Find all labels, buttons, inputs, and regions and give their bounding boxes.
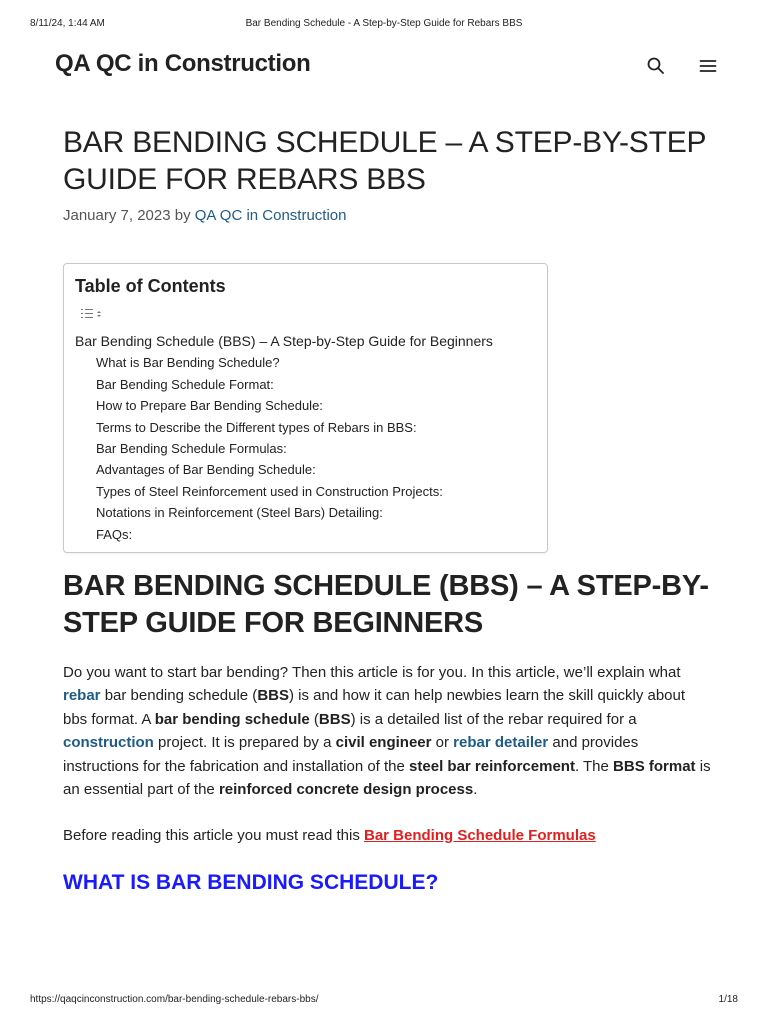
toc-toggle-button[interactable]	[80, 307, 106, 321]
text-run: Before reading this article you must read this	[63, 827, 364, 844]
list-toggle-icon	[80, 307, 106, 321]
text-run: is an essential part of the	[63, 757, 711, 799]
toc-list	[75, 331, 545, 545]
bold-text: BBS	[257, 687, 289, 705]
table-of-contents	[63, 263, 548, 553]
bold-text: bar bending schedule	[154, 710, 310, 728]
toc-item-notations[interactable]: Notations in Reinforcement (Steel Bars) Detailing:	[96, 505, 383, 521]
text-run: ) is a detailed list of the rebar required for a	[350, 710, 637, 728]
read-first-paragraph	[63, 824, 713, 847]
byline-by: by	[174, 207, 191, 224]
toc-item-bbs-format[interactable]: Bar Bending Schedule Format:	[96, 376, 274, 392]
toc-title: Table of Contents	[75, 276, 226, 296]
site-header	[0, 50, 768, 82]
bold-text: reinforced concrete design process	[218, 781, 474, 799]
text-run: (	[309, 710, 319, 728]
text-run: and provides instructions for the fabrication and installation of the	[63, 734, 639, 775]
what-is-bbs-heading: WHAT IS BAR BENDING SCHEDULE?	[63, 871, 439, 894]
rebar-link[interactable]: rebar	[63, 687, 101, 705]
print-doc-title: Bar Bending Schedule - A Step-by-Step Guide for Rebars BBS	[245, 18, 523, 29]
text-run: or	[431, 734, 454, 752]
menu-icon	[696, 54, 720, 78]
print-url: https://qaqcinconstruction.com/bar-bending-schedule-rebars-bbs/	[30, 994, 319, 1005]
intro-paragraph	[63, 661, 713, 801]
toc-item-faqs[interactable]: FAQs:	[96, 526, 133, 542]
bold-text: BBS format	[613, 757, 696, 775]
text-run: Do you want to start bar bending? Then this article is for you. In this article, we’ll explain what	[63, 664, 681, 681]
article-byline	[63, 207, 347, 224]
author-link[interactable]: QA QC in Construction	[194, 207, 347, 224]
bold-text: BBS	[318, 710, 351, 728]
text-run: project. It is prepared by a	[153, 734, 336, 752]
bbs-formulas-link[interactable]: Bar Bending Schedule Formulas	[363, 827, 596, 844]
toc-item-terms[interactable]: Terms to Describe the Different types of Rebars in BBS:	[96, 419, 417, 435]
bold-text: civil engineer	[335, 734, 432, 752]
toc-item-what-is-bbs[interactable]: What is Bar Bending Schedule?	[96, 355, 280, 371]
page-number: 1/18	[718, 994, 738, 1005]
search-icon	[644, 54, 668, 78]
toc-item-advantages[interactable]: Advantages of Bar Bending Schedule:	[96, 462, 316, 478]
rebar-detailer-link[interactable]: rebar detailer	[453, 734, 549, 752]
print-datetime: 8/11/24, 1:44 AM	[30, 18, 105, 29]
bold-text: steel bar reinforcement	[409, 757, 575, 775]
toc-item-types-of-steel[interactable]: Types of Steel Reinforcement used in Construction Projects:	[96, 483, 443, 499]
text-run: .	[473, 781, 478, 799]
publish-date: January 7, 2023	[63, 207, 171, 224]
toc-item-how-to-prepare[interactable]: How to Prepare Bar Bending Schedule:	[96, 398, 323, 414]
construction-link[interactable]: construction	[63, 734, 154, 752]
search-button[interactable]	[644, 54, 668, 78]
toc-item-formulas[interactable]: Bar Bending Schedule Formulas:	[96, 441, 287, 457]
article-title: BAR BENDING SCHEDULE – A STEP-BY-STEP GUIDE FOR REBARS BBS	[63, 126, 706, 196]
site-title-link[interactable]: QA QC in Construction	[55, 50, 311, 77]
section-heading: BAR BENDING SCHEDULE (BBS) – A STEP-BY-STEP GUIDE FOR BEGINNERS	[63, 570, 709, 639]
text-run: . The	[574, 757, 614, 775]
text-run: ) is and how it can help newbies learn the skill quickly about bbs format. A	[63, 687, 686, 728]
text-run: bar bending schedule (	[100, 687, 258, 705]
menu-button[interactable]	[696, 54, 720, 78]
toc-item-bbs-guide[interactable]: Bar Bending Schedule (BBS) – A Step-by-Step Guide for Beginners	[75, 333, 493, 349]
